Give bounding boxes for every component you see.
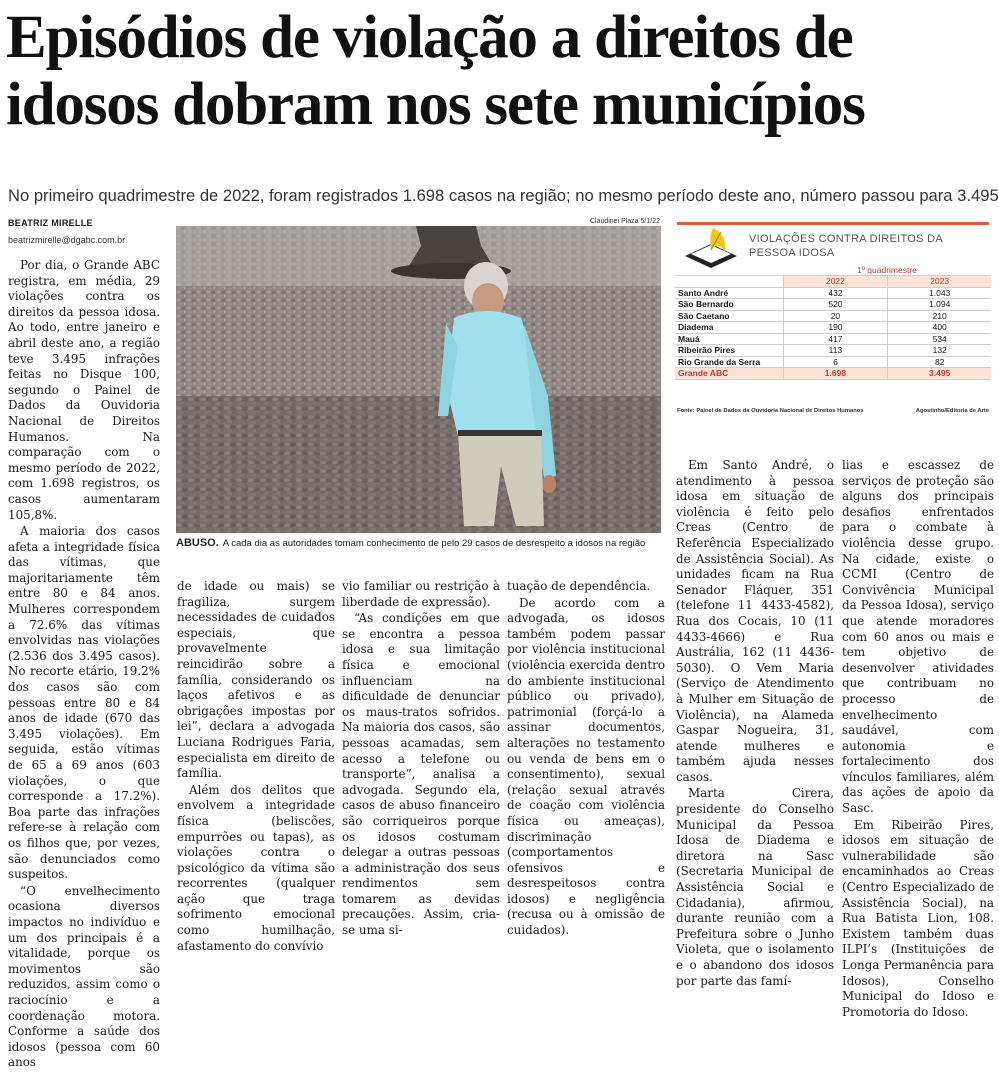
article-column-6 bbox=[842, 458, 994, 1021]
table-total-row: Grande ABC 1.698 3.495 bbox=[675, 368, 991, 380]
photo-elderly-man-illustration bbox=[176, 226, 661, 533]
violations-table bbox=[675, 264, 991, 380]
article-column-4 bbox=[507, 579, 665, 940]
byline-author: BEATRIZ MIRELLE bbox=[8, 218, 93, 228]
period-header: 1º quadrimestre bbox=[783, 264, 991, 276]
art-credit: Agostinho/Editoria de Arte bbox=[915, 408, 989, 414]
year-header: 2023 bbox=[888, 276, 991, 288]
table-row: Diadema 190 400 bbox=[675, 322, 991, 334]
paragraph: vio familiar ou restrição à liberdade de expressão). bbox=[342, 579, 500, 609]
subheadline: No primeiro quadrimestre de 2022, foram registrados 1.698 casos na região; no mesmo período deste ano, número passou para 3.495 bbox=[8, 186, 999, 205]
paragraph: A maioria dos casos afeta a integridade física das vítimas, que majoritariamente têm entre 80 e 84 anos. Mulheres correspondem a 72.6% das vítimas envolvidas nas violações (2.536 dos 3.495 casos). No recorte etário, 19.2% dos casos são com pessoas entre 80 e 84 anos de idade (670 das 3.495 violações). Em seguida, estão vítimas de 65 a 69 anos (603 violações, o que corresponde a 17.2%). Boa parte das infrações refere-se à relação com os filhos que, por vezes, são denunciados como suspeitos. bbox=[8, 524, 160, 882]
table-row: Ribeirão Pires 113 132 bbox=[675, 345, 991, 357]
table-row: Santo André 432 1.043 bbox=[675, 287, 991, 299]
byline-email: beatrizmirelle@dgabc.com.br bbox=[8, 235, 126, 245]
headline bbox=[6, 4, 996, 138]
paragraph: Além dos delitos que envolvem a integridade física (beliscões, empurrões ou tapas), as violações contra o psicológico da vítima são recorrentes (qualquer ação que traga sofrimento emocional como humilhação, afastamento do convívio bbox=[177, 782, 335, 953]
article-column-5 bbox=[676, 458, 834, 990]
infographic-source bbox=[677, 408, 989, 414]
table-row: Rio Grande da Serra 6 82 bbox=[675, 356, 991, 368]
paragraph: “O envelhecimento ocasiona diversos impactos no indivíduo e um dos principais é a vitalidade, porque os movimentos são reduzidos, assim como o raciocínio e a coordenação motora. Conforme a saúde dos idosos (pessoa com 60 anos bbox=[8, 883, 160, 1070]
table-row: Mauá 417 534 bbox=[675, 333, 991, 345]
infographic bbox=[675, 220, 991, 420]
table-row: São Bernardo 520 1.094 bbox=[675, 299, 991, 311]
year-header: 2022 bbox=[783, 276, 888, 288]
paragraph: Marta Cirera, presidente do Conselho Municipal da Pessoa Idosa de Diadema e diretora na Sasc (Secretaria Municipal de Assistência Social e Cidadania), afirmou, durante reunião com a Prefeitura sobre o Junho Violeta, que o isolamento e o abandono dos idosos por parte das famí- bbox=[676, 786, 834, 988]
photo-credit: Claudinei Plaza 5/1/22 bbox=[589, 218, 660, 225]
paragraph: “As condições em que se encontra a pessoa idosa e sua limitação física e emocional influenciam na dificuldade de denunciar os maus-tratos sofridos. Na maioria dos casos, são pessoas acamadas, sem acesso a telefone ou transporte”, analisa a advogada. Segundo ela, casos de abuso financeiro são corriqueiros porque os idosos costumam delegar a outras pessoas a administração dos seus rendimentos sem tomarem as devidas precauções. Assim, cria-se uma si- bbox=[342, 611, 500, 938]
article-photo bbox=[176, 226, 661, 533]
paragraph: De acordo com a advogada, os idosos também podem passar por violência institucional (violência exercida dentro do ambiente institucional público ou privado), patrimonial (forçá-lo a assinar documentos, alterações no testamento ou venda de bens em o consentimento), sexual (relação sexual através de coação com violência física ou ameaças), discriminação (comportamentos ofensivos e desrespeitosos contra idosos) e negligência (recusa ou à omissão de cuidados). bbox=[507, 595, 665, 938]
article-column-1 bbox=[8, 258, 160, 1072]
paragraph: de idade ou mais) se fragiliza, surgem necessidades de cuidados especiais, que provavelmente reincidirão sobre a família, considerando os laços afetivos e as obrigações impostas por lei”, declara a advogada Luciana Rodrigues Faria, especialista em direito de família. bbox=[177, 579, 335, 781]
source-text: Fonte: Painel de Dados da Ouvidoria Nacional de Direitos Humanos bbox=[677, 408, 864, 414]
paragraph: tuação de dependência. bbox=[507, 579, 651, 593]
article-column-2 bbox=[177, 579, 335, 955]
caption-tag: ABUSO. bbox=[176, 537, 219, 549]
headline-line-1: Episódios de violação a direitos de bbox=[6, 4, 853, 71]
paragraph: Em Santo André, o atendimento à pessoa idosa em situação de violência é feito pelo Creas (Centro de Referência Especializado de Assistência Social). As unidades ficam na Rua Senador Fláquer, 351 (telefone 11 4433-4582), Rua dos Cocais, 10 (11 4433-4666) e Rua Austrália, 162 (11 4436-5030). O Vem Maria (Serviço de Atendimento à Mulher em Situação de Violência), na Alameda Gaspar Nogueira, 31, atende mulheres e também ajuda nesses casos. bbox=[676, 458, 834, 784]
paragraph: lias e escassez de serviços de proteção são alguns dos principais desafios enfrentados para o combate à violência desse grupo. Na cidade, existe o CCMI (Centro de Convivência Municipal da Pessoa Idosa), serviço que atende moradores com 60 anos ou mais e tem objetivo de desenvolver atividades que contribuam no processo de envelhecimento saudável, com autonomia e fortalecimento dos vínculos familiares, além das ações de apoio da Sasc. bbox=[842, 458, 994, 816]
article-column-3 bbox=[342, 579, 500, 940]
paragraph: Em Ribeirão Pires, idosos em situação de vulnerabilidade são encaminhados ao Creas (Centro Especializado de Assistência Social), na Rua Batista Lion, 108. Existem também duas ILPI’s (Instituições de Longa Permanência para Idosos), Conselho Municipal do Idoso e Promotoria do Idoso. bbox=[842, 817, 994, 1019]
infographic-title: VIOLAÇÕES CONTRA DIREITOS DA PESSOA IDOSA bbox=[749, 233, 943, 259]
paragraph: Por dia, o Grande ABC registra, em média, 29 violações contra os direitos da pessoa idosa. Ao todo, entre janeiro e abril deste ano, a região teve 3.495 infrações feitas no Disque 100, segundo o Painel de Dados da Ouvidoria Nacional de Direitos Humanos. Na comparação com o mesmo período de 2022, com 1.698 registros, os casos aumentaram 105,8%. bbox=[8, 258, 160, 522]
caption-text: A cada dia as autoridades tomam conhecimento de pelo 29 casos de desrespeito a idosos na região bbox=[222, 538, 646, 549]
photo-caption bbox=[176, 537, 666, 549]
table-row: São Caetano 20 210 bbox=[675, 310, 991, 322]
headline-line-2: idosos dobram nos sete municípios bbox=[6, 71, 865, 138]
accent-rule bbox=[677, 222, 989, 225]
